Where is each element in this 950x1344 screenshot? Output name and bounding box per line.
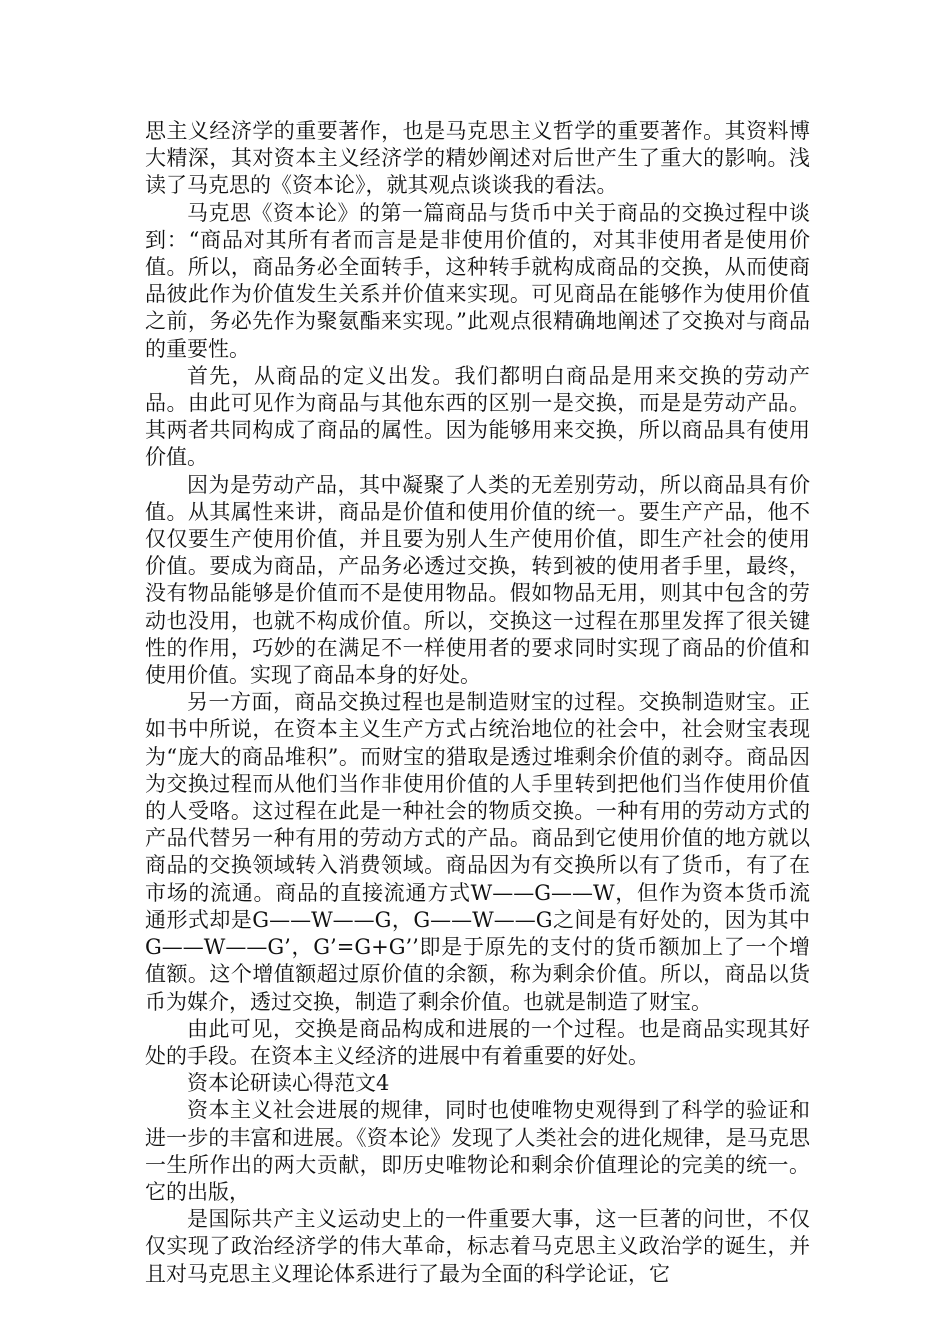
paragraph-conclusion: 由此可见，交换是商品构成和进展的一个过程。也是商品实现其好处的手段。在资本主义经济的进展中有着重要的好处。	[145, 1016, 810, 1068]
paragraph-social-development: 资本主义社会进展的规律，同时也使唯物史观得到了科学的验证和进一步的丰富和进展。《资本论》发现了人类社会的进化规律，是马克思一生所作出的两大贡献，即历史唯物论和剩余价值理论的完美的统一。它的出版，	[145, 1098, 810, 1204]
paragraph-international-significance: 是国际共产主义运动史上的一件重要大事，这一巨著的问世，不仅仅实现了政治经济学的伟大革命，标志着马克思主义政治学的诞生，并且对马克思主义理论体系进行了最为全面的科学论证，它	[145, 1207, 810, 1286]
paragraph-value-and-use-value: 因为是劳动产品，其中凝聚了人类的无差别劳动，所以商品具有价值。从其属性来讲，商品是价值和使用价值的统一。要生产产品，他不仅仅要生产使用价值，并且要为别人生产使用价值，即生产社会的使用价值。要成为商品，产品务必透过交换，转到被的使用者手里，最终，没有物品能够是价值而不是使用物品。假如物品无用，则其中包含的劳动也没用，也就不构成价值。所以，交换这一过程在那里发挥了很关键性的作用，巧妙的在满足不一样使用者的要求同时实现了商品的价值和使用价值。实现了商品本身的好处。	[145, 472, 810, 688]
paragraph-commodity-exchange-quote: 马克思《资本论》的第一篇商品与货币中关于商品的交换过程中谈到：“商品对其所有者而言是是非使用价值的，对其非使用者是使用价值。所以，商品务必全面转手，这种转手就构成商品的交换，从而使商品彼此作为价值发生关系并价值来实现。可见商品在能够作为使用价值之前，务必先作为聚氨酯来实现。”此观点很精确地阐述了交换对与商品的重要性。	[145, 200, 810, 361]
paragraph-commodity-definition: 首先，从商品的定义出发。我们都明白商品是用来交换的劳动产品。由此可见作为商品与其他东西的区别一是交换，而是是劳动产品。其两者共同构成了商品的属性。因为能够用来交换，所以商品具有使用价值。	[145, 363, 810, 470]
paragraph-wealth-creation: 另一方面，商品交换过程也是制造财宝的过程。交换制造财宝。正如书中所说，在资本主义生产方式占统治地位的社会中，社会财宝表现为“庞大的商品堆积”。而财宝的猎取是透过堆剩余价值的剥夺。商品因为交换过程而从他们当作非使用价值的人手里转到把他们当作使用价值的人受咯。这过程在此是一种社会的物质交换。一种有用的劳动方式的产品代替另一种有用的劳动方式的产品。商品到它使用价值的地方就以商品的交换领域转入消费领域。商品因为有交换所以有了货币，有了在市场的流通。商品的直接流通方式W——G——W，但作为资本货币流通形式却是G——W——G，G——W——G之间是有好处的，因为其中G——W——G’，G’=G+G’’即是于原先的支付的货币额加上了一个增值额。这个增值额超过原价值的余额，称为剩余价值。所以，商品以货币为媒介，透过交换，制造了剩余价值。也就是制造了财宝。	[145, 690, 810, 1014]
section-heading: 资本论研读心得范文4	[187, 1071, 390, 1096]
paragraph-continuation: 思主义经济学的重要著作，也是马克思主义哲学的重要著作。其资料博大精深，其对资本主义经济学的精妙阐述对后世产生了重大的影响。浅读了马克思的《资本论》，就其观点谈谈我的看法。	[145, 119, 810, 198]
body-text	[145, 118, 810, 1288]
